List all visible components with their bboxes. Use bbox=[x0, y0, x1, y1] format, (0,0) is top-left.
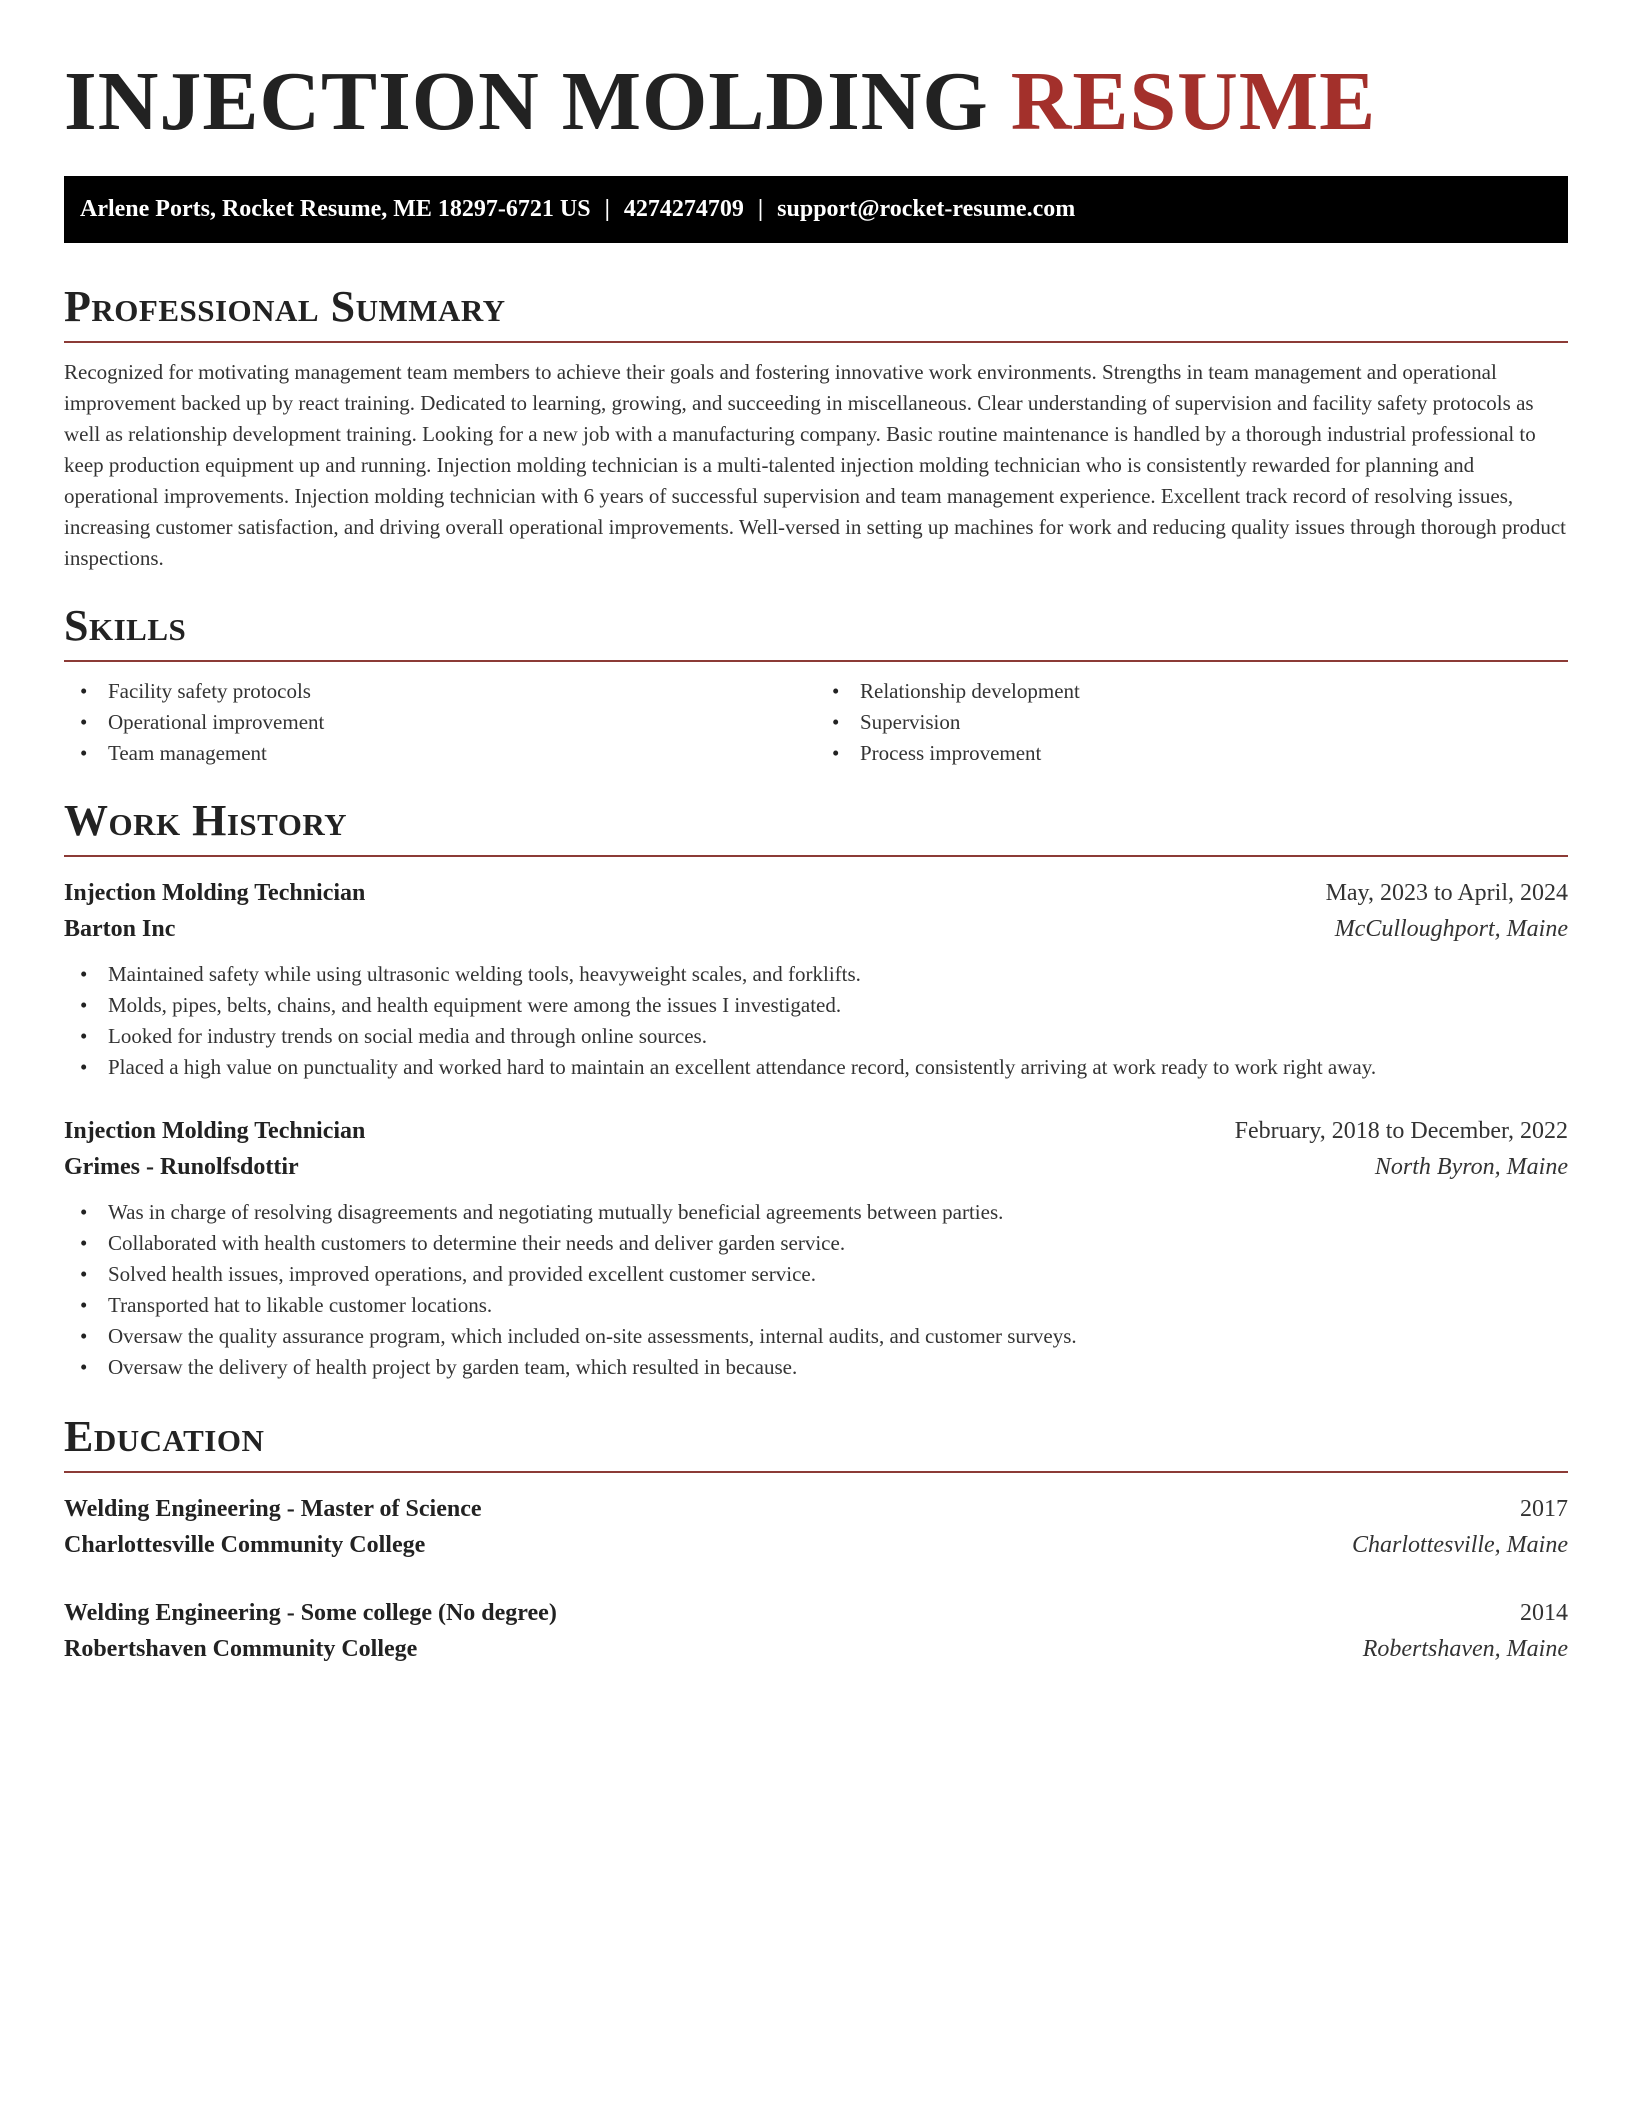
job-dates: February, 2018 to December, 2022 bbox=[1234, 1118, 1568, 1144]
job-company-row bbox=[64, 1149, 1568, 1185]
contact-phone[interactable]: 4274274709 bbox=[623, 196, 744, 222]
job-bullet: • Transported hat to likable customer locations. bbox=[64, 1290, 1568, 1321]
job-header-row bbox=[64, 1113, 1568, 1149]
education-degree: Welding Engineering - Master of Science bbox=[64, 1496, 482, 1522]
job-bullet: • Molds, pipes, belts, chains, and health equipment were among the issues I investigated. bbox=[64, 990, 1568, 1021]
contact-bar bbox=[64, 176, 1568, 243]
job-bullets bbox=[64, 1197, 1568, 1383]
job-company: Grimes - Runolfsdottir bbox=[64, 1154, 299, 1180]
job-bullet: • Collaborated with health customers to determine their needs and deliver garden service. bbox=[64, 1228, 1568, 1259]
education-location: Robertshaven, Maine bbox=[1362, 1636, 1568, 1662]
job-title: Injection Molding Technician bbox=[64, 1118, 366, 1144]
job-company: Barton Inc bbox=[64, 916, 176, 942]
education-school: Charlottesville Community College bbox=[64, 1532, 426, 1558]
education-school-row bbox=[64, 1527, 1568, 1563]
education-school-row bbox=[64, 1631, 1568, 1667]
job-entry bbox=[64, 875, 1568, 1083]
job-bullet: • Solved health issues, improved operations, and provided excellent customer service. bbox=[64, 1259, 1568, 1290]
summary-text: Recognized for motivating management team members to achieve their goals and fostering innovative work environments. Strengths in team management and operational improvement backed up by react training. Dedicated to learning, growing, and succeeding in miscellaneous. Clear understanding of supervision and facility safety protocols as well as relationship development training. Looking for a new job with a manufacturing company. Basic routine maintenance is handled by a thorough industrial professional to keep production equipment up and running. Injection molding technician is a multi-talented injection molding technician who is consistently rewarded for planning and operational improvements. Injection molding technician with 6 years of successful supervision and team management experience. Excellent track record of resolving issues, increasing customer satisfaction, and driving overall operational improvements. Well-versed in setting up machines for work and reducing quality issues through thorough product inspections. bbox=[64, 360, 1566, 570]
education-entry bbox=[64, 1491, 1568, 1563]
education-year: 2017 bbox=[1520, 1496, 1568, 1522]
skills-column-right bbox=[816, 676, 1568, 769]
job-bullet: • Maintained safety while using ultrasonic welding tools, heavyweight scales, and forklifts. bbox=[64, 959, 1568, 990]
education-entry bbox=[64, 1595, 1568, 1667]
education-degree-row bbox=[64, 1491, 1568, 1527]
skill-item: • Relationship development bbox=[816, 676, 1568, 707]
skill-item: • Operational improvement bbox=[64, 707, 816, 738]
education-degree-row bbox=[64, 1595, 1568, 1631]
skills-heading: Skills bbox=[64, 600, 1568, 662]
job-location: North Byron, Maine bbox=[1374, 1154, 1568, 1180]
skill-item: • Team management bbox=[64, 738, 816, 769]
job-title: Injection Molding Technician bbox=[64, 880, 366, 906]
education-degree: Welding Engineering - Some college (No degree) bbox=[64, 1600, 557, 1626]
job-company-row bbox=[64, 911, 1568, 947]
contact-address: Arlene Ports, Rocket Resume, ME 18297-6721 US bbox=[80, 196, 591, 222]
work-history-heading: Work History bbox=[64, 795, 1568, 857]
job-bullets bbox=[64, 959, 1568, 1083]
resume-title bbox=[64, 0, 1568, 152]
skill-item: • Process improvement bbox=[816, 738, 1568, 769]
job-bullet: • Was in charge of resolving disagreements and negotiating mutually beneficial agreements between parties. bbox=[64, 1197, 1568, 1228]
contact-separator: | bbox=[757, 196, 764, 222]
job-bullet: • Oversaw the quality assurance program, which included on-site assessments, internal audits, and customer surveys. bbox=[64, 1321, 1568, 1352]
skill-item: • Facility safety protocols bbox=[64, 676, 816, 707]
contact-email[interactable]: support@rocket-resume.com bbox=[777, 196, 1076, 222]
education-year: 2014 bbox=[1520, 1600, 1568, 1626]
job-bullet: • Looked for industry trends on social media and through online sources. bbox=[64, 1021, 1568, 1052]
title-main: INJECTION MOLDING bbox=[64, 55, 989, 148]
skills-list bbox=[64, 676, 1568, 769]
education-location: Charlottesville, Maine bbox=[1352, 1532, 1568, 1558]
contact-separator: | bbox=[604, 196, 610, 222]
job-bullet: • Placed a high value on punctuality and worked hard to maintain an excellent attendance record, consistently arriving at work ready to work right away. bbox=[64, 1052, 1568, 1083]
job-location: McCulloughport, Maine bbox=[1334, 916, 1568, 942]
education-school: Robertshaven Community College bbox=[64, 1636, 418, 1662]
job-entry bbox=[64, 1113, 1568, 1383]
job-bullet: • Oversaw the delivery of health project by garden team, which resulted in because. bbox=[64, 1352, 1568, 1383]
skills-column-left bbox=[64, 676, 816, 769]
summary-heading: Professional Summary bbox=[64, 281, 1568, 343]
job-header-row bbox=[64, 875, 1568, 911]
skill-item: • Supervision bbox=[816, 707, 1568, 738]
title-accent: RESUME bbox=[1010, 55, 1377, 148]
education-heading: Education bbox=[64, 1411, 1568, 1473]
job-dates: May, 2023 to April, 2024 bbox=[1325, 880, 1568, 906]
